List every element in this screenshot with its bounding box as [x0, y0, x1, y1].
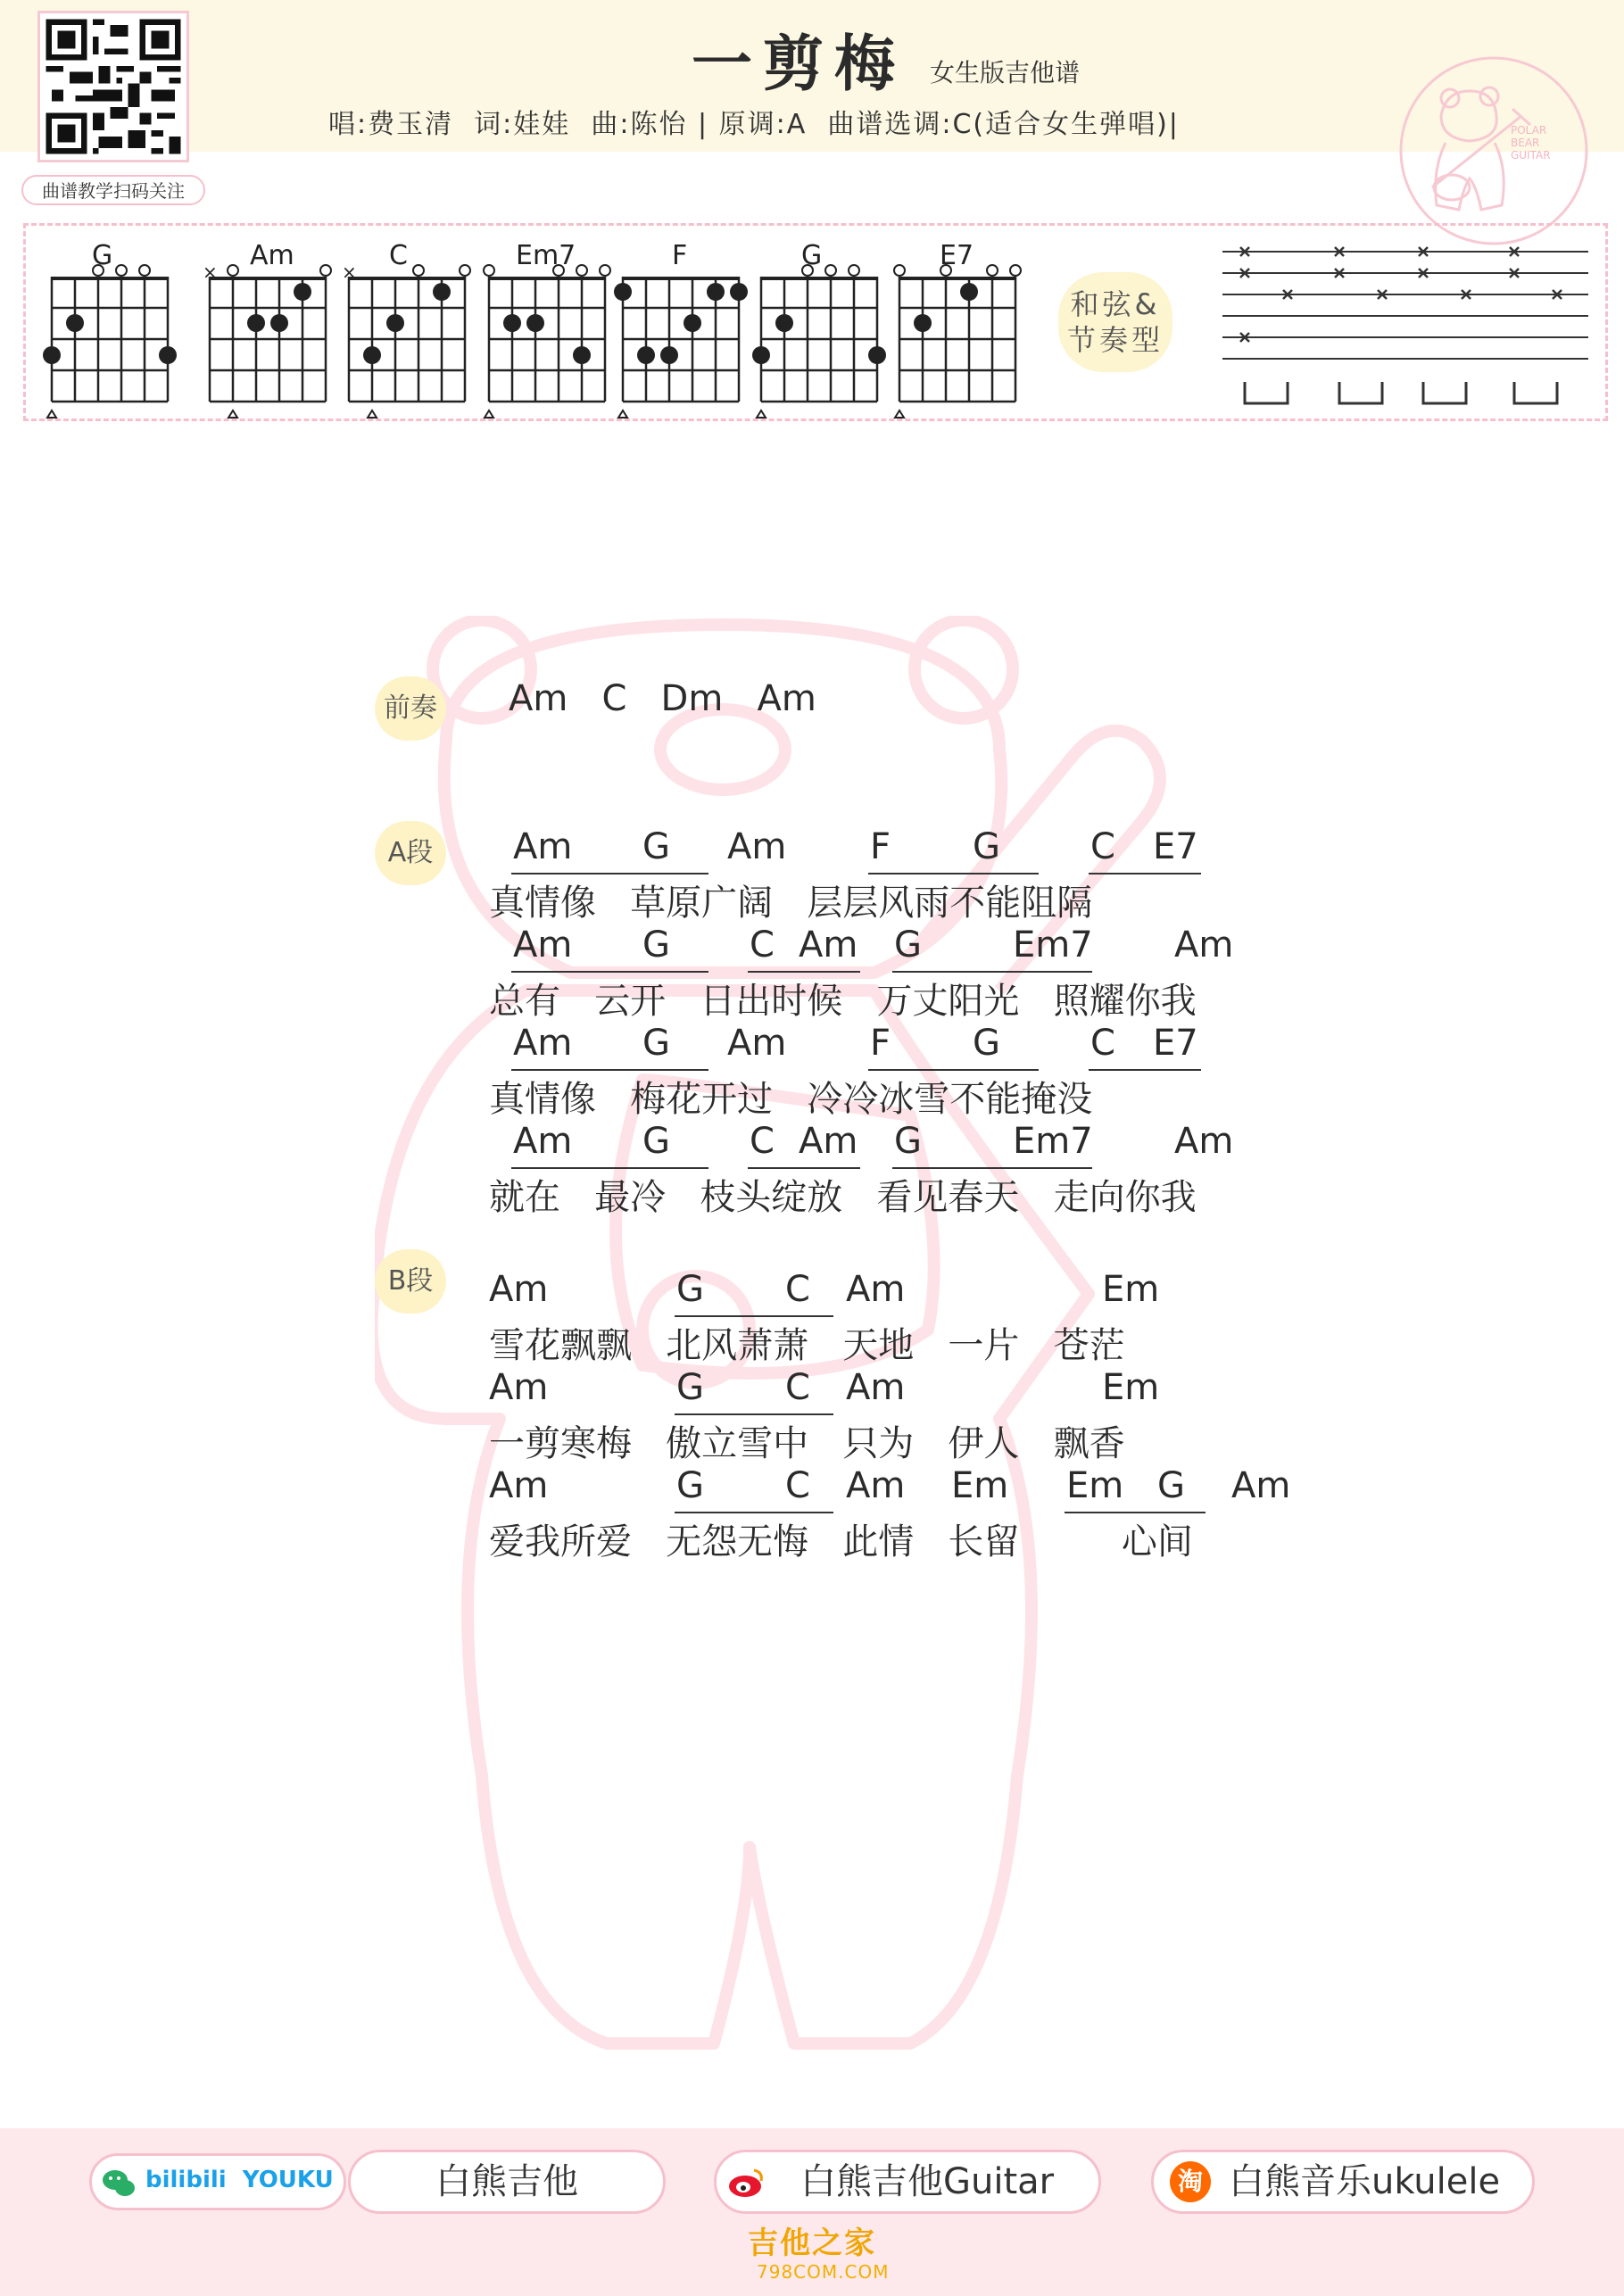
chord-diagrams — [23, 223, 1058, 421]
chord-diagram-em7 — [484, 240, 610, 418]
chord-diagram-f — [614, 240, 748, 418]
polar-bear-logo-icon — [1396, 54, 1591, 248]
a-line-chord: C — [1090, 826, 1115, 867]
page-subtitle: 女生版吉他谱 — [930, 58, 1081, 87]
section-tag-b: B段 — [375, 1249, 446, 1314]
rhythm-label-line1: 和弦& — [1070, 287, 1161, 321]
account-taobao[interactable] — [1151, 2150, 1535, 2214]
svg-text:×: × — [342, 261, 357, 283]
a-line-chord: G — [642, 1023, 670, 1064]
chord-diagram-am — [203, 240, 331, 418]
rhythm-label-line2: 节奏型 — [1066, 323, 1164, 357]
a-line-chord: G — [973, 1023, 1000, 1064]
a-line-chord: C — [750, 924, 775, 966]
chord-name: C — [389, 240, 408, 271]
b-line-chord: Em — [1102, 1367, 1160, 1408]
account2-label: 白熊吉他Guitar — [800, 2161, 1055, 2202]
account-baixiong-guitar[interactable] — [348, 2150, 666, 2214]
platform-names: bilibili YOUKU — [145, 2167, 334, 2193]
b-line-lyrics: 雪花飘飘 北风萧萧 天地 一片 苍茫 — [489, 1325, 1125, 1366]
a-line-chord: Am — [727, 826, 787, 867]
logo-text-1: POLAR — [1511, 124, 1547, 137]
rhythm-pattern — [1222, 241, 1597, 419]
a-line-chord: Am — [727, 1023, 787, 1064]
a-line-chord: E7 — [1153, 826, 1198, 867]
wechat-icon — [101, 2166, 137, 2201]
taobao-icon: 淘 — [1170, 2161, 1211, 2202]
page-title: 一剪梅 — [692, 29, 907, 100]
b-line-lyrics: 一剪寒梅 傲立雪中 只为 伊人 飘香 — [489, 1423, 1125, 1464]
a-line-chord: G — [642, 924, 670, 966]
b-line-chord: Am — [489, 1269, 549, 1310]
platform-badge[interactable] — [89, 2153, 346, 2210]
chord-name: Em7 — [516, 240, 576, 271]
a-line-chord: Am — [799, 924, 858, 966]
chord-name: Am — [250, 240, 294, 271]
a-line-chord-underline — [1089, 873, 1201, 874]
chord-name: E7 — [940, 240, 974, 271]
logo-text-3: GUITAR — [1511, 149, 1551, 162]
b-line-chord: Am — [846, 1465, 906, 1506]
b-line-chord: G — [1157, 1465, 1185, 1506]
a-line-chord: G — [894, 1121, 922, 1162]
b-line-chord: Am — [846, 1367, 906, 1408]
a-line-chord: Em7 — [1013, 1121, 1093, 1162]
a-line-lyrics: 真情像 梅花开过 冷冷冰雪不能掩没 — [489, 1079, 1093, 1120]
a-line-chord: G — [642, 826, 670, 867]
a-line-chord: Am — [1174, 924, 1234, 966]
b-line-lyrics: 爱我所爱 无怨无悔 此情 长留 心间 — [489, 1521, 1193, 1562]
b-line-chord: Am — [846, 1269, 906, 1310]
intro-chords: Am C Dm Am — [509, 678, 816, 719]
a-line-chord: Am — [513, 1023, 573, 1064]
account3-label: 白熊音乐ukulele — [1229, 2161, 1501, 2202]
a-line-chord: Am — [513, 826, 573, 867]
b-line-chord: Em — [1066, 1465, 1124, 1506]
a-line-chord: Am — [513, 1121, 573, 1162]
a-line-lyrics: 就在 最冷 枝头绽放 看见春天 走向你我 — [489, 1177, 1197, 1218]
qr-caption: 曲谱教学扫码关注 — [21, 175, 205, 205]
b-line-chord: C — [785, 1465, 810, 1506]
chord-diagram-c — [342, 240, 470, 418]
b-line-chord: Am — [489, 1367, 549, 1408]
weibo-icon — [724, 2159, 768, 2204]
a-line-chord: F — [870, 1023, 891, 1064]
chord-name: G — [92, 240, 113, 271]
a-line-chord: G — [642, 1121, 670, 1162]
b-line-chord: G — [676, 1367, 704, 1408]
b-line-chord: C — [785, 1367, 810, 1408]
qr-code[interactable] — [37, 11, 189, 162]
a-line-chord: Am — [799, 1121, 858, 1162]
svg-text:×: × — [203, 261, 218, 283]
a-line-lyrics: 总有 云开 日出时候 万丈阳光 照耀你我 — [489, 981, 1197, 1022]
chord-name: G — [801, 240, 823, 271]
a-line-chord: C — [750, 1121, 775, 1162]
b-line-chord: G — [676, 1269, 704, 1310]
a-line-chord: F — [870, 826, 891, 867]
section-tag-intro: 前奏 — [375, 676, 446, 741]
b-line-chord: C — [785, 1269, 810, 1310]
a-line-chord: Em7 — [1013, 924, 1093, 966]
a-line-lyrics: 真情像 草原广阔 层层风雨不能阻隔 — [489, 883, 1093, 924]
chord-diagram-g — [43, 240, 177, 418]
watermark-url: 798COM.COM — [757, 2261, 890, 2283]
a-line-chord: Am — [513, 924, 573, 966]
b-line-chord: Em — [1102, 1269, 1160, 1310]
chord-diagram-g-2 — [752, 240, 886, 418]
chord-name: F — [672, 240, 688, 271]
b-line-chord: Am — [489, 1465, 549, 1506]
logo-text-2: BEAR — [1511, 137, 1540, 149]
section-tag-a: A段 — [375, 821, 446, 885]
account1-label: 白熊吉他 — [435, 2161, 578, 2202]
b-line-chord: Am — [1231, 1465, 1291, 1506]
a-line-chord: C — [1090, 1023, 1115, 1064]
b-line-chord: Em — [951, 1465, 1009, 1506]
a-line-chord: Am — [1174, 1121, 1234, 1162]
b-line-chord: G — [676, 1465, 704, 1506]
a-line-chord: G — [973, 826, 1000, 867]
watermark-text: 吉他之家 — [748, 2226, 876, 2261]
account-weibo[interactable] — [714, 2150, 1101, 2214]
song-credits: 唱:费玉清 词:娃娃 曲:陈怡 | 原调:A 曲谱选调:C(适合女生弹唱)| — [328, 109, 1180, 140]
a-line-chord-underline — [1089, 1069, 1201, 1071]
a-line-chord: G — [894, 924, 922, 966]
chord-diagram-e7 — [894, 240, 1021, 418]
a-line-chord: E7 — [1153, 1023, 1198, 1064]
rhythm-label — [1058, 272, 1172, 372]
